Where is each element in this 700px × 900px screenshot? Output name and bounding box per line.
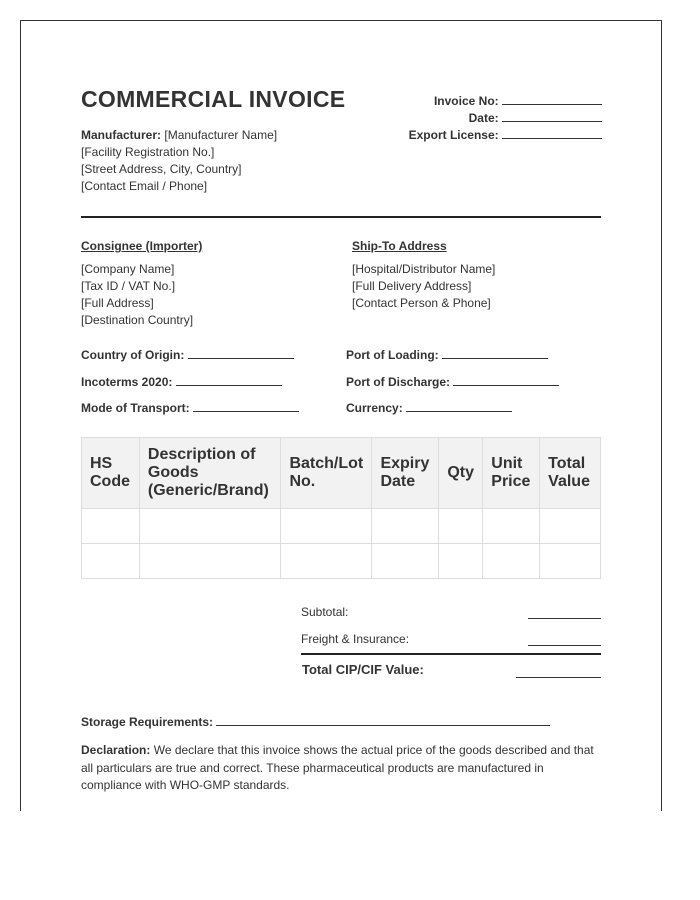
col-description: Description of Goods (Generic/Brand) xyxy=(139,438,281,509)
consignee-heading: Consignee (Importer) xyxy=(81,239,203,253)
ship-to-address: [Full Delivery Address] xyxy=(352,279,472,293)
col-qty: Qty xyxy=(439,438,483,509)
declaration xyxy=(81,742,606,795)
col-total-value: Total Value xyxy=(540,438,601,509)
incoterms-field[interactable] xyxy=(176,375,282,386)
table-cell[interactable] xyxy=(139,509,281,544)
table-cell[interactable] xyxy=(372,544,439,579)
port-of-discharge-row xyxy=(346,375,559,389)
freight-label: Freight & Insurance: xyxy=(301,632,410,646)
consignee-company: [Company Name] xyxy=(81,262,175,276)
port-of-discharge-label: Port of Discharge: xyxy=(346,375,451,389)
date-row xyxy=(362,111,602,125)
header-divider xyxy=(81,216,601,218)
port-of-loading-field[interactable] xyxy=(442,348,548,359)
ship-to-name: [Hospital/Distributor Name] xyxy=(352,262,496,276)
manufacturer-label: Manufacturer: xyxy=(81,128,162,142)
table-cell[interactable] xyxy=(82,544,140,579)
table-cell[interactable] xyxy=(372,509,439,544)
export-license-label: Export License: xyxy=(408,128,499,142)
consignee-block xyxy=(81,261,193,329)
table-cell[interactable] xyxy=(439,509,483,544)
port-of-loading-row xyxy=(346,348,548,362)
invoice-number-field[interactable] xyxy=(502,94,602,105)
storage-label: Storage Requirements: xyxy=(81,715,214,729)
manufacturer-address: [Street Address, City, Country] xyxy=(81,162,242,176)
table-cell[interactable] xyxy=(281,509,372,544)
table-cell[interactable] xyxy=(439,544,483,579)
manufacturer-block xyxy=(81,127,277,195)
manufacturer-registration: [Facility Registration No.] xyxy=(81,145,215,159)
col-expiry-date: Expiry Date xyxy=(372,438,439,509)
country-of-origin-label: Country of Origin: xyxy=(81,348,185,362)
table-cell[interactable] xyxy=(540,544,601,579)
totals-divider xyxy=(301,653,601,655)
export-license-field[interactable] xyxy=(502,128,602,139)
manufacturer-contact: [Contact Email / Phone] xyxy=(81,179,208,193)
date-label: Date: xyxy=(468,111,499,125)
table-cell[interactable] xyxy=(139,544,281,579)
total-label: Total CIP/CIF Value: xyxy=(302,662,424,677)
country-of-origin-row xyxy=(81,348,294,362)
country-of-origin-field[interactable] xyxy=(188,348,294,359)
port-of-loading-label: Port of Loading: xyxy=(346,348,439,362)
invoice-sheet xyxy=(20,20,662,811)
declaration-text: We declare that this invoice shows the actual price of the goods described and that all particulars are true and correct. These pharmaceutical products are manufactured in compliance with WHO-GMP standards. xyxy=(81,743,594,792)
mode-of-transport-row xyxy=(81,401,299,415)
table-row xyxy=(82,544,601,579)
table-cell[interactable] xyxy=(281,544,372,579)
consignee-tax-id: [Tax ID / VAT No.] xyxy=(81,279,176,293)
manufacturer-line xyxy=(81,127,277,144)
table-cell[interactable] xyxy=(483,509,540,544)
subtotal-field[interactable] xyxy=(528,617,601,619)
col-hs-code: HS Code xyxy=(82,438,140,509)
total-field[interactable] xyxy=(516,676,601,678)
invoice-title: COMMERCIAL INVOICE xyxy=(81,86,346,112)
currency-row xyxy=(346,401,512,415)
invoice-number-label: Invoice No: xyxy=(433,94,499,108)
mode-of-transport-label: Mode of Transport: xyxy=(81,401,190,415)
consignee-address: [Full Address] xyxy=(81,296,154,310)
ship-to-heading: Ship-To Address xyxy=(352,239,447,253)
export-license-row xyxy=(362,128,602,142)
invoice-number-row xyxy=(362,94,602,108)
table-cell[interactable] xyxy=(82,509,140,544)
table-cell[interactable] xyxy=(540,509,601,544)
port-of-discharge-field[interactable] xyxy=(453,375,559,386)
mode-of-transport-field[interactable] xyxy=(193,401,299,412)
manufacturer-name: [Manufacturer Name] xyxy=(164,128,278,142)
table-cell[interactable] xyxy=(483,544,540,579)
ship-to-block xyxy=(352,261,495,312)
incoterms-label: Incoterms 2020: xyxy=(81,375,173,389)
storage-field[interactable] xyxy=(216,715,550,726)
ship-to-contact: [Contact Person & Phone] xyxy=(352,296,491,310)
currency-field[interactable] xyxy=(406,401,512,412)
freight-field[interactable] xyxy=(528,644,601,646)
table-row xyxy=(82,509,601,544)
subtotal-label: Subtotal: xyxy=(301,605,349,619)
goods-table xyxy=(81,437,601,579)
table-header-row xyxy=(82,438,601,509)
date-field[interactable] xyxy=(502,111,602,122)
incoterms-row xyxy=(81,375,282,389)
declaration-label: Declaration: xyxy=(81,743,151,757)
consignee-country: [Destination Country] xyxy=(81,313,194,327)
col-unit-price: Unit Price xyxy=(483,438,540,509)
currency-label: Currency: xyxy=(346,401,403,415)
col-batch-lot: Batch/Lot No. xyxy=(281,438,372,509)
storage-row xyxy=(81,715,550,729)
